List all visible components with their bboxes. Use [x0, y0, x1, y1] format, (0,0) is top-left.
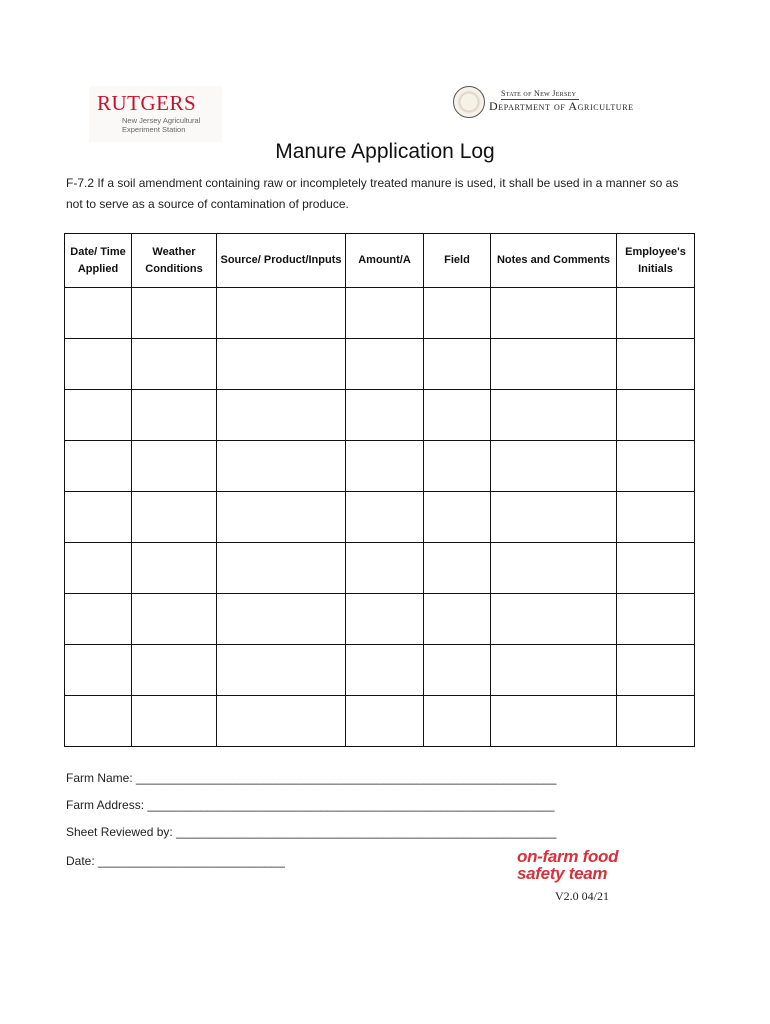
state-seal-icon — [453, 86, 485, 118]
table-cell[interactable] — [491, 492, 617, 543]
table-cell[interactable] — [132, 288, 217, 339]
table-cell[interactable] — [491, 543, 617, 594]
table-cell[interactable] — [424, 441, 491, 492]
table-cell[interactable] — [617, 543, 695, 594]
table-cell[interactable] — [132, 492, 217, 543]
header-amount-per-acre: Amount/A — [346, 234, 424, 288]
manure-log-table — [64, 233, 695, 747]
rutgers-wordmark: RUTGERS — [97, 91, 197, 115]
table-cell[interactable] — [65, 696, 132, 747]
table-body — [65, 288, 695, 747]
table-cell[interactable] — [132, 339, 217, 390]
table-cell[interactable] — [65, 492, 132, 543]
table-cell[interactable] — [217, 594, 346, 645]
ofst-line-1: on-farm food — [517, 847, 619, 866]
table-cell[interactable] — [65, 339, 132, 390]
table-cell[interactable] — [65, 645, 132, 696]
table-cell[interactable] — [491, 696, 617, 747]
table-cell[interactable] — [65, 390, 132, 441]
table-cell[interactable] — [217, 441, 346, 492]
header-field: Field — [424, 234, 491, 288]
table-cell[interactable] — [217, 288, 346, 339]
table-row — [65, 492, 695, 543]
table-cell[interactable] — [424, 390, 491, 441]
table-cell[interactable] — [132, 543, 217, 594]
table-row — [65, 390, 695, 441]
table-cell[interactable] — [491, 645, 617, 696]
rutgers-line-1: New Jersey Agricultural — [122, 116, 201, 125]
table-row — [65, 339, 695, 390]
table-cell[interactable] — [217, 645, 346, 696]
on-farm-food-safety-logo — [517, 848, 618, 882]
table-cell[interactable] — [617, 390, 695, 441]
table-cell[interactable] — [217, 543, 346, 594]
date-field[interactable]: Date: ____________________________ — [66, 854, 285, 868]
njda-logo — [453, 86, 668, 120]
farm-name-field[interactable]: Farm Name: _______________________________________________________________ — [66, 771, 557, 785]
header-notes-and-comments: Notes and Comments — [491, 234, 617, 288]
table-cell[interactable] — [491, 339, 617, 390]
table-cell[interactable] — [424, 696, 491, 747]
table-cell[interactable] — [217, 696, 346, 747]
table-cell[interactable] — [132, 594, 217, 645]
table-cell[interactable] — [65, 543, 132, 594]
header-employee-initials: Employee's Initials — [617, 234, 695, 288]
njda-state-label: State of New Jersey — [501, 89, 577, 98]
table-cell[interactable] — [217, 339, 346, 390]
table-cell[interactable] — [491, 390, 617, 441]
table-cell[interactable] — [132, 696, 217, 747]
table-cell[interactable] — [132, 441, 217, 492]
table-row — [65, 594, 695, 645]
table-cell[interactable] — [346, 594, 424, 645]
table-cell[interactable] — [65, 594, 132, 645]
table-row — [65, 696, 695, 747]
table-cell[interactable] — [617, 441, 695, 492]
table-cell[interactable] — [424, 645, 491, 696]
table-cell[interactable] — [491, 594, 617, 645]
table-cell[interactable] — [132, 390, 217, 441]
table-cell[interactable] — [346, 696, 424, 747]
table-cell[interactable] — [424, 594, 491, 645]
table-row — [65, 288, 695, 339]
table-cell[interactable] — [346, 288, 424, 339]
table-cell[interactable] — [424, 288, 491, 339]
table-cell[interactable] — [424, 339, 491, 390]
table-cell[interactable] — [217, 492, 346, 543]
table-cell[interactable] — [346, 645, 424, 696]
table-cell[interactable] — [346, 492, 424, 543]
table-row — [65, 441, 695, 492]
page-title: Manure Application Log — [275, 140, 495, 163]
rutgers-line-2: Experiment Station — [122, 125, 186, 134]
ofst-line-2: safety team — [517, 864, 608, 883]
version-label: V2.0 04/21 — [555, 889, 609, 903]
table-cell[interactable] — [65, 441, 132, 492]
table-cell[interactable] — [491, 441, 617, 492]
sheet-reviewed-by-field[interactable]: Sheet Reviewed by: _________________________________________________________ — [66, 825, 557, 839]
table-cell[interactable] — [617, 645, 695, 696]
intro-paragraph: F-7.2 If a soil amendment containing raw or incompletely treated manure is used, it shall be used in a manner so as not to serve as a source of contamination of produce. — [66, 176, 679, 211]
table-cell[interactable] — [65, 288, 132, 339]
table-cell[interactable] — [346, 339, 424, 390]
table-cell[interactable] — [424, 492, 491, 543]
table-cell[interactable] — [617, 696, 695, 747]
table-cell[interactable] — [217, 390, 346, 441]
table-cell[interactable] — [491, 288, 617, 339]
header-source-product-inputs: Source/ Product/Inputs — [217, 234, 346, 288]
table-cell[interactable] — [617, 594, 695, 645]
table-cell[interactable] — [346, 390, 424, 441]
farm-address-field[interactable]: Farm Address: _____________________________________________________________ — [66, 798, 555, 812]
rutgers-logo — [89, 86, 222, 142]
table-row — [65, 645, 695, 696]
njda-department-label: Department of Agriculture — [489, 99, 634, 113]
header-weather-conditions: Weather Conditions — [132, 234, 217, 288]
table-row — [65, 543, 695, 594]
table-cell[interactable] — [617, 339, 695, 390]
table-cell[interactable] — [424, 543, 491, 594]
table-header-row — [65, 234, 695, 288]
header-date-time-applied: Date/ Time Applied — [65, 234, 132, 288]
table-cell[interactable] — [617, 492, 695, 543]
table-cell[interactable] — [617, 288, 695, 339]
table-cell[interactable] — [132, 645, 217, 696]
table-cell[interactable] — [346, 543, 424, 594]
table-cell[interactable] — [346, 441, 424, 492]
